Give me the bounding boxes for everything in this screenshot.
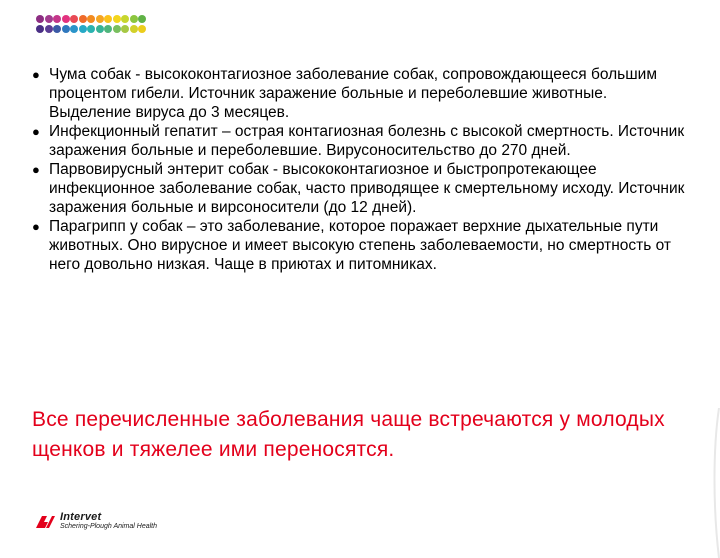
decorative-dot (130, 15, 138, 23)
decorative-dot (121, 15, 129, 23)
decorative-dot (104, 25, 112, 33)
decorative-dot (121, 25, 129, 33)
decorative-dot (79, 25, 87, 33)
decorative-curve (711, 408, 720, 558)
intervet-logo-icon (34, 512, 56, 532)
decorative-dot (53, 25, 61, 33)
bullet-marker: ● (32, 67, 40, 82)
decorative-dot (87, 25, 95, 33)
bullet-item-parvovirus (32, 160, 692, 217)
bullet-item-hepatitis (32, 122, 692, 160)
decorative-dot (113, 15, 121, 23)
bullet-list (32, 65, 692, 274)
decorative-dot (70, 15, 78, 23)
decorative-dot (62, 15, 70, 23)
bullet-text: Парвовирусный энтерит собак - высококонтагиозное и быстропротекающее инфекционное заболевание собак, часто приводящее к смертельному исходу. Источник заражения больные и вирсоносители (до 12 дней). (49, 161, 685, 216)
bullet-item-distemper (32, 65, 692, 122)
decorative-dot (79, 15, 87, 23)
decorative-dot (138, 25, 146, 33)
bullet-text: Парагрипп у собак – это заболевание, которое поражает верхние дыхательные пути животных. Оно вирусное и имеет высокую степень заболеваемости, но смертность от него довольно низкая. Чаще в приютах и питомниках. (49, 218, 671, 273)
bullet-text: Чума собак - высококонтагиозное заболевание собак, сопровождающееся большим процентом гибели. Источник заражение больные и переболевшие животные. Выделение вируса до 3 месяцев. (49, 66, 657, 121)
intervet-logo (34, 510, 194, 534)
decorative-dot (53, 15, 61, 23)
decorative-dot (96, 25, 104, 33)
decorative-dot (96, 15, 104, 23)
logo-name: Intervet (60, 511, 102, 523)
decorative-dot (70, 25, 78, 33)
decorative-dot-grid (36, 15, 148, 47)
decorative-dot (138, 15, 146, 23)
bullet-marker: ● (32, 219, 40, 234)
decorative-dot (87, 15, 95, 23)
bullet-marker: ● (32, 124, 40, 139)
decorative-dot (45, 25, 53, 33)
bullet-text: Инфекционный гепатит – острая контагиозная болезнь с высокой смертность. Источник заражения больные и переболевшие. Вирусоносительство до 270 дней. (49, 123, 685, 159)
decorative-dot (36, 15, 44, 23)
logo-tagline: Schering-Plough Animal Health (60, 523, 158, 530)
decorative-dot (45, 15, 53, 23)
decorative-dot (62, 25, 70, 33)
bullet-marker: ● (32, 162, 40, 177)
summary-text: Все перечисленные заболевания чаще встречаются у молодых щенков и тяжелее ими переносятся. (32, 408, 665, 461)
decorative-dot (113, 25, 121, 33)
bullet-item-parainfluenza (32, 217, 692, 274)
decorative-dot (36, 25, 44, 33)
decorative-dot (130, 25, 138, 33)
decorative-dot (104, 15, 112, 23)
